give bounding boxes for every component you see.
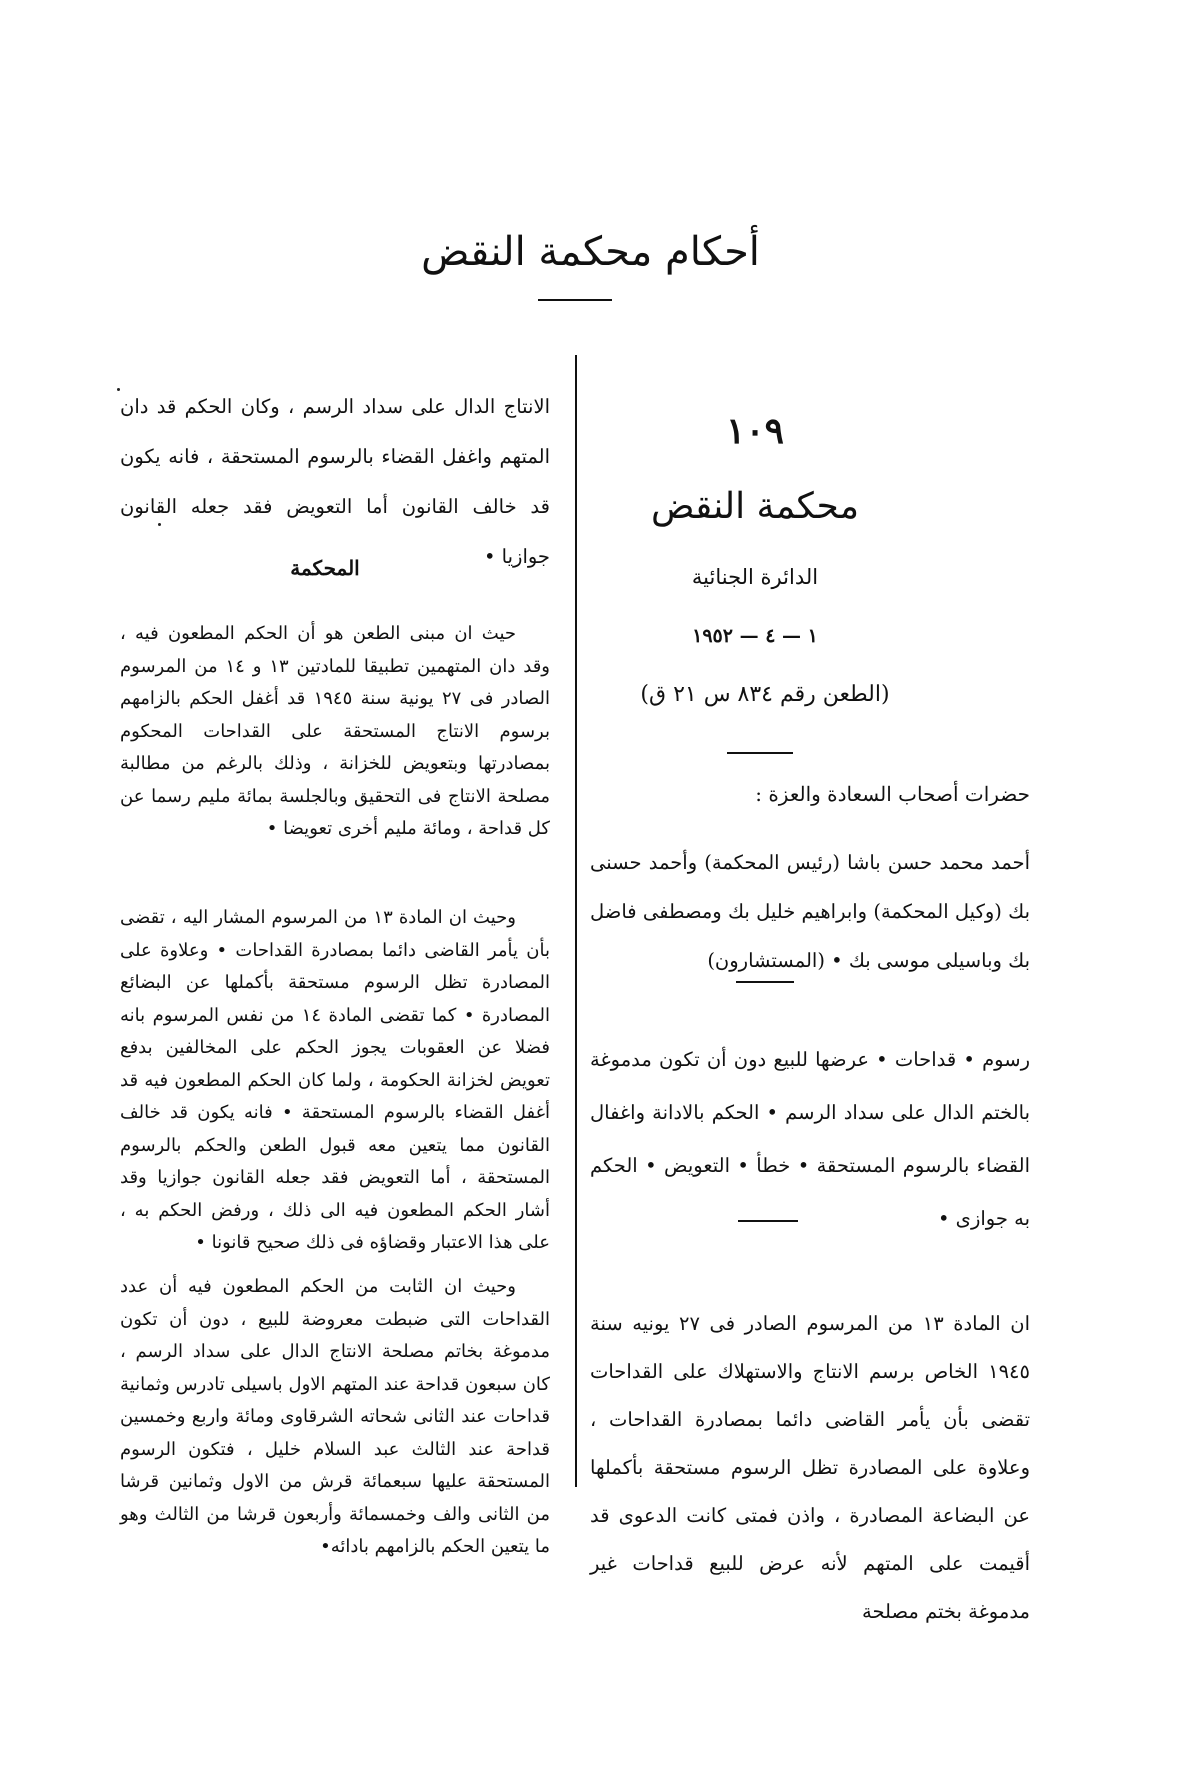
section-divider	[727, 752, 793, 754]
court-name: محكمة النقض	[650, 486, 860, 527]
paragraph-2: وحيث ان المادة ١٣ من المرسوم المشار اليه ، تقضى بأن يأمر القاضى دائما بمصادرة القداحات • وعلاوة على المصادرة تظل الرسوم مستحقة بأكملها عن البضائع المصادرة • كما تقضى المادة ١٤ من نفس المرسوم بانه فضلا عن العقوبات يجوز الحكم على المخالفين بدفع تعويض لخزانة الحكومة ، ولما كان الحكم المطعون فيه قد أغفل القضاء بالرسوم المستحقة • فانه يكون قد خالف القانون مما يتعين معه قبول الطعن والحكم بالرسوم المستحقة ، أما التعويض فقد جعله القانون جوازيا وقد أشار الحكم المطعون فيه الى ذلك ، ورفض الحكم به ، على هذا الاعتبار وقضاؤه فى ذلك صحيح قانونا •	[120, 907, 551, 1253]
bench-members: أحمد محمد حسن باشا (رئيس المحكمة) وأحمد حسنى بك (وكيل المحكمة) وابراهيم خليل بك ومصطفى فاضل بك وباسيلى موسى بك • (المستشارون)	[590, 851, 1030, 972]
headnote: رسوم • قداحات • عرضها للبيع دون أن تكون مدموغة بالختم الدال على سداد الرسم • الحكم بالادانة واغفال القضاء بالرسوم المستحقة • خطأ • التعويض • الحكم به جوازى •	[590, 1048, 1030, 1230]
scan-speck	[158, 523, 161, 526]
judgment-date: ١ — ٤ — ١٩٥٢	[692, 625, 818, 647]
left-intro-text: الانتاج الدال على سداد الرسم ، وكان الحكم قد دان المتهم واغفل القضاء بالرسوم المستحقة ، فانه يكون قد خالف القانون أما التعويض فقد جعله القانون جوازيا •	[120, 395, 550, 568]
title-underline	[538, 299, 612, 301]
paragraph-1: حيث ان مبنى الطعن هو أن الحكم المطعون فيه ، وقد دان المتهمين تطبيقا للمادتين ١٣ و ١٤ من المرسوم الصادر فى ٢٧ يونية سنة ١٩٤٥ قد أغفل الحكم بالزامهم برسوم الانتاج المستحقة على القداحات المحكوم بمصادرتها وبتعويض للخزانة ، وذلك بالرغم من مطالبة مصلحة الانتاج فى التحقيق وبالجلسة بمائة مليم رسما عن كل قداحة ، ومائة مليم أخرى تعويضا •	[120, 623, 550, 839]
appeal-number: (الطعن رقم ٨٣٤ س ٢١ ق)	[640, 682, 890, 707]
page-title: أحكام محكمة النقض	[421, 229, 760, 275]
paragraph-3: وحيث ان الثابت من الحكم المطعون فيه أن عدد القداحات التى ضبطت معروضة للبيع ، دون أن تكون مدموغة بخاتم مصلحة الانتاج الدال على سداد الرسم ، كان سبعون قداحة عند المتهم الاول باسيلى تادرس وثمانية قداحات عند الثانى شحاته الشرقاوى ومائة واربع وخمسين قداحة عند الثالث عبد السلام خليل ، فتكون الرسوم المستحقة عليها سبعمائة قرش من الاول وثمانين قرشا من الثانى والف وخمسمائة وأربعون قرشا من الثالث وهو ما يتعين الحكم بالزامهم بادائه•	[120, 1276, 550, 1557]
bench-title: حضرات أصحاب السعادة والعزة :	[755, 782, 1030, 806]
column-divider	[575, 355, 577, 1487]
case-number: ١٠٩	[725, 410, 784, 452]
section-heading: المحكمة	[290, 556, 360, 580]
chamber-name: الدائرة الجنائية	[691, 565, 819, 589]
summary-text: ان المادة ١٣ من المرسوم الصادر فى ٢٧ يونيه سنة ١٩٤٥ الخاص برسم الانتاج والاستهلاك على القداحات تقضى بأن يأمر القاضى دائما بمصادرة القداحات ، وعلاوة على المصادرة تظل الرسوم مستحقة بأكملها عن البضاعة المصادرة ، واذن فمتى كانت الدعوى قد أقيمت على المتهم لأنه عرض للبيع قداحات غير مدموغة بختم مصلحة	[590, 1312, 1030, 1623]
scan-speck	[117, 388, 120, 391]
section-divider	[738, 1220, 798, 1222]
section-divider	[736, 981, 794, 983]
